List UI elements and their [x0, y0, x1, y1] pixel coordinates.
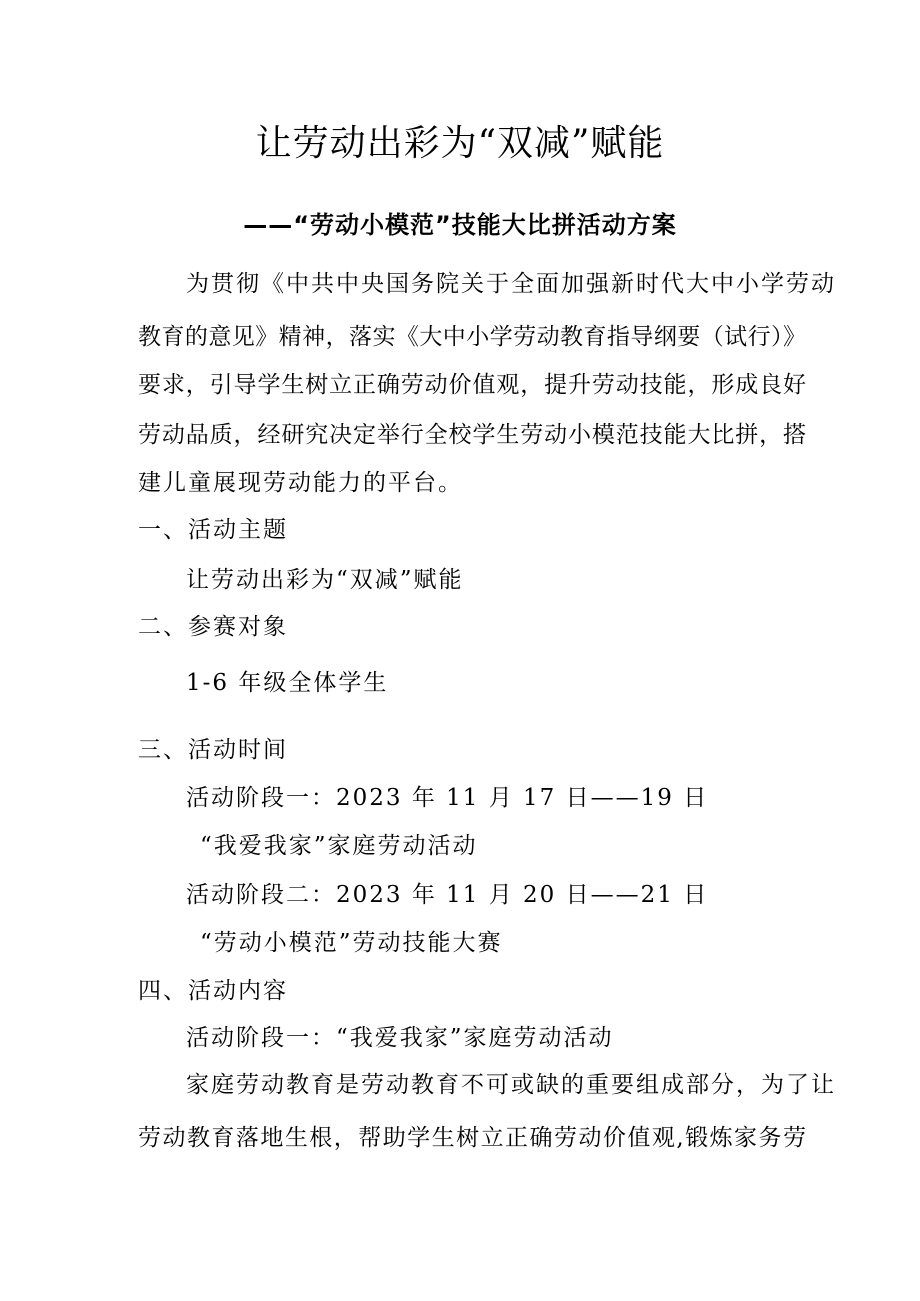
intro-line-2: 教育的意见》精神，落实《大中小学劳动教育指导纲要（试行）》 [138, 324, 806, 350]
section-2-content: 1-6 年级全体学生 [186, 670, 389, 696]
section-4-para-line-1: 家庭劳动教育是劳动教育不可或缺的重要组成部分，为了让 [186, 1072, 836, 1098]
section-4-heading: 四、活动内容 [138, 978, 288, 1004]
section-2-heading: 二、参赛对象 [138, 614, 288, 640]
intro-line-4: 劳动品质，经研究决定举行全校学生劳动小模范技能大比拼，搭 [138, 422, 806, 448]
section-4-para-line-2: 劳动教育落地生根，帮助学生树立正确劳动价值观,锻炼家务劳 [138, 1125, 806, 1151]
intro-line-3: 要求，引导学生树立正确劳动价值观，提升劳动技能，形成良好 [138, 372, 806, 398]
section-1-content: 让劳动出彩为“双减”赋能 [186, 567, 464, 593]
stage-1-time: 活动阶段一：2023 年 11 月 17 日——19 日 [186, 785, 709, 811]
intro-line-5: 建儿童展现劳动能力的平台。 [138, 470, 463, 496]
document-title: 让劳动出彩为“双减”赋能 [255, 123, 665, 164]
stage-1-name: “我爱我家”家庭劳动活动 [200, 833, 478, 859]
intro-line-1: 为贯彻《中共中央国务院关于全面加强新时代大中小学劳动 [186, 271, 836, 297]
stage-2-time: 活动阶段二：2023 年 11 月 20 日——21 日 [186, 882, 709, 908]
section-4-stage-1-heading: 活动阶段一：“我爱我家”家庭劳动活动 [186, 1025, 614, 1051]
section-3-heading: 三、活动时间 [138, 737, 288, 763]
stage-2-name: “劳动小模范”劳动技能大赛 [200, 930, 503, 956]
document-subtitle: ——“劳动小模范”技能大比拼活动方案 [243, 211, 677, 239]
section-1-heading: 一、活动主题 [138, 517, 288, 543]
